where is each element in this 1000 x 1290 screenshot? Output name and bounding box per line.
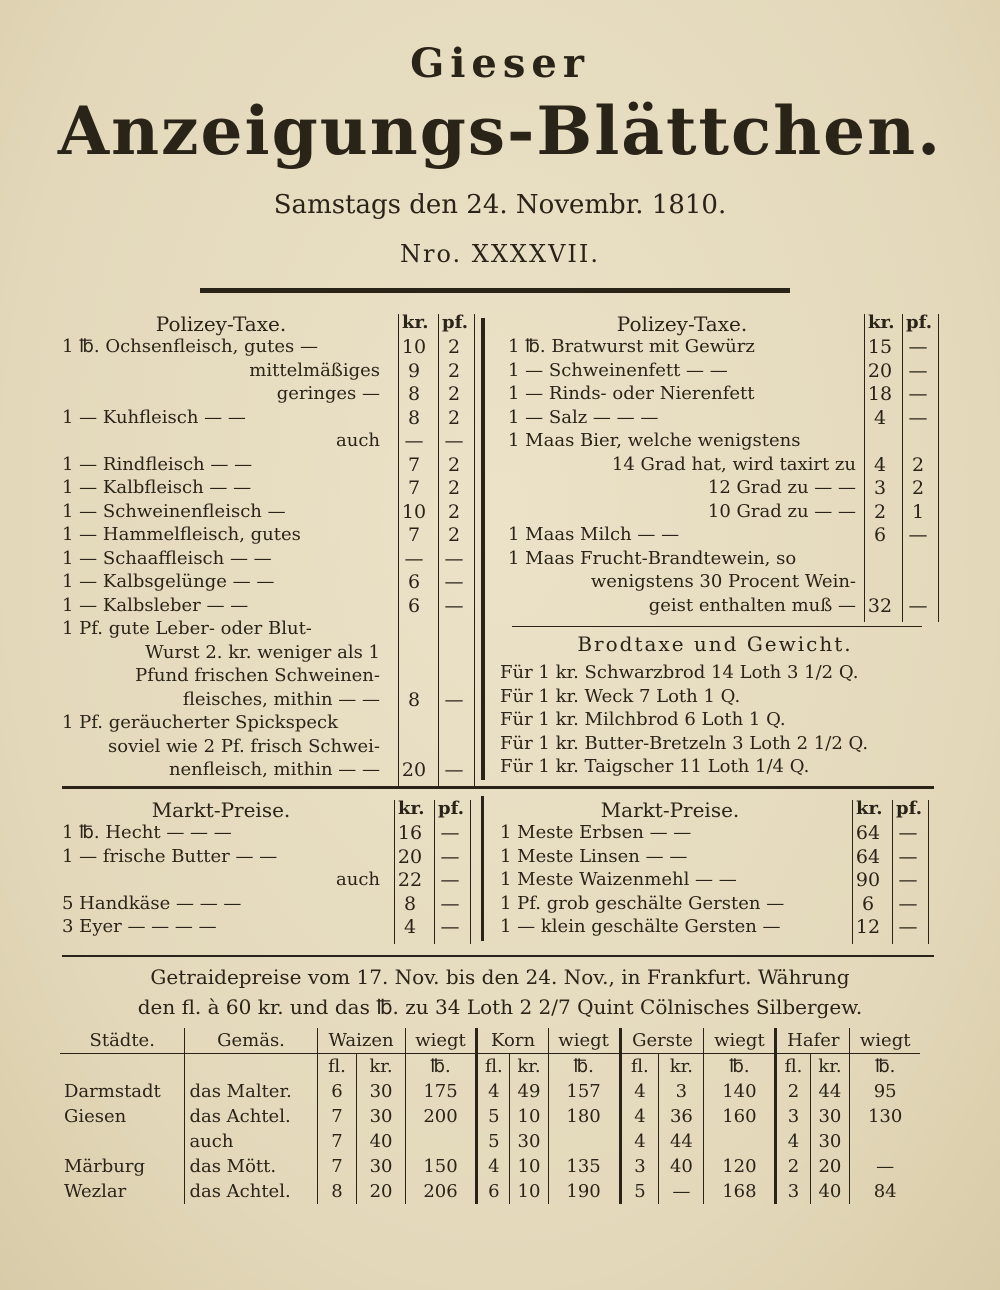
table-cell: 30 [810, 1129, 850, 1154]
price-row-text: Wurst 2. kr. weniger als 1 [145, 641, 380, 663]
table-cell: 84 [850, 1179, 920, 1204]
table-cell: 40 [659, 1154, 704, 1179]
price-row-text: 1 Meste Erbsen — — [500, 822, 692, 843]
price-pf: — [898, 892, 918, 915]
table-cell: 10 [510, 1154, 548, 1179]
unit-subheader: ℔. [850, 1054, 920, 1080]
table-cell: 157 [548, 1079, 620, 1104]
price-kr: 10 [401, 500, 427, 523]
table-row [60, 1154, 920, 1179]
price-pf: — [444, 547, 464, 570]
section-title: Polizey-Taxe. [155, 312, 287, 336]
pf-header: pf. [442, 312, 468, 333]
price-pf: — [440, 845, 460, 868]
table-cell: 3 [776, 1179, 810, 1204]
table-header: wiegt [405, 1028, 477, 1054]
table-cell: 40 [357, 1129, 405, 1154]
price-kr: 2 [873, 500, 887, 523]
table-header: Gemäs. [185, 1028, 317, 1054]
table-cell: 4 [620, 1079, 659, 1104]
price-pf: — [908, 594, 928, 617]
price-kr: 7 [407, 524, 421, 546]
unit-subheader: ℔. [548, 1054, 620, 1080]
price-kr: 20 [401, 759, 427, 781]
brodtaxe-row: Für 1 kr. Weck 7 Loth 1 Q. [500, 685, 741, 707]
pf-column-rule [892, 800, 893, 944]
table-cell [405, 1129, 477, 1154]
table-header: Städte. [60, 1028, 185, 1054]
unit-subheader: fl. [620, 1054, 659, 1080]
price-kr: 9 [407, 359, 421, 382]
table-cell: 7 [317, 1129, 357, 1154]
price-kr: 22 [397, 869, 423, 891]
price-row-text: 1 — Rindfleisch — — [62, 453, 253, 475]
price-pf: 2 [911, 477, 925, 499]
price-kr: 3 [873, 477, 887, 499]
table-cell: 150 [405, 1154, 477, 1179]
table-cell [548, 1129, 620, 1154]
price-row-text: auch [336, 869, 380, 890]
price-kr: 18 [867, 383, 893, 405]
blank-cell [185, 1054, 317, 1080]
kr-header: kr. [856, 798, 883, 819]
table-cell: 2 [776, 1079, 810, 1104]
kr-header: kr. [402, 312, 429, 333]
getreide-intro-1: Getraidepreise vom 17. Nov. bis den 24. Nov., in Frankfurt. Währung [150, 965, 850, 989]
table-cell: 4 [620, 1129, 659, 1154]
price-row-text: 1 Meste Linsen — — [500, 845, 688, 867]
brodtaxe-row: Für 1 kr. Taigscher 11 Loth 1/4 Q. [500, 756, 810, 777]
price-pf: 2 [447, 477, 461, 499]
price-pf: — [898, 869, 918, 891]
table-cell: das Malter. [185, 1079, 317, 1104]
table-cell: 30 [357, 1104, 405, 1129]
blank-cell [60, 1054, 185, 1080]
price-pf: — [898, 822, 918, 844]
table-row [60, 1179, 920, 1204]
price-kr: 7 [407, 477, 421, 499]
right-column-rule [938, 314, 939, 622]
table-cell: 30 [810, 1104, 850, 1129]
price-row-text: 1 Pf. grob geschälte Gersten — [500, 892, 785, 914]
unit-subheader: kr. [659, 1054, 704, 1080]
table-cell: 140 [704, 1079, 776, 1104]
right-column-rule [474, 314, 475, 787]
price-pf: — [898, 845, 918, 868]
table-cell: das Achtel. [185, 1179, 317, 1204]
table-header: Gerste [620, 1028, 704, 1054]
price-kr: 8 [407, 406, 421, 429]
price-row-text: 1 ℔. Ochsenfleisch, gutes — [62, 336, 318, 357]
table-row [60, 1104, 920, 1129]
price-row-text: 1 Maas Frucht-Brandtewein, so [508, 547, 797, 569]
price-pf: — [898, 916, 918, 938]
pf-header: pf. [896, 798, 922, 819]
price-kr: — [404, 430, 424, 452]
issue-number: Nro. XXXXVII. [399, 240, 601, 268]
pf-column-rule [438, 314, 439, 787]
price-pf: — [908, 359, 928, 382]
price-row-text: Pfund frischen Schweinen- [135, 665, 380, 686]
price-row-text: 1 Pf. gute Leber- oder Blut- [62, 618, 312, 639]
table-cell: 5 [477, 1104, 510, 1129]
center-divider [481, 318, 485, 780]
table-cell: Darmstadt [64, 1081, 161, 1102]
getreide-intro-2: den fl. à 60 kr. und das ℔. zu 34 Loth 2 2/7 Quint Cölnisches Silbergew. [137, 995, 863, 1019]
pf-column-rule [902, 314, 903, 622]
table-cell: 4 [477, 1079, 510, 1104]
table-cell: 49 [510, 1079, 548, 1104]
unit-subheader: kr. [510, 1054, 548, 1080]
table-cell: auch [185, 1129, 317, 1154]
table-cell: 40 [810, 1179, 850, 1204]
table-cell: 10 [510, 1104, 548, 1129]
unit-subheader: kr. [357, 1054, 405, 1080]
table-cell: 20 [810, 1154, 850, 1179]
unit-subheader: fl. [477, 1054, 510, 1080]
price-kr: 8 [407, 688, 421, 711]
table-cell [850, 1129, 920, 1154]
unit-subheader: fl. [317, 1054, 357, 1080]
table-cell: das Mött. [185, 1154, 317, 1179]
kr-column-rule [394, 800, 395, 944]
price-pf: 1 [911, 500, 925, 523]
price-kr: 6 [407, 594, 421, 617]
price-row-text: nenfleisch, mithin — — [168, 759, 380, 780]
price-kr: 4 [873, 453, 887, 476]
table-row [60, 1129, 920, 1154]
table-header: wiegt [704, 1028, 776, 1054]
price-kr: 12 [855, 916, 881, 938]
table-header: wiegt [850, 1028, 920, 1054]
price-kr: 6 [407, 571, 421, 593]
price-kr: 8 [407, 383, 421, 405]
price-pf: 2 [447, 383, 461, 405]
price-kr: 10 [401, 336, 427, 358]
table-cell: 3 [659, 1079, 704, 1104]
price-row-text: soviel wie 2 Pf. frisch Schwei- [108, 735, 380, 757]
price-pf: — [444, 571, 464, 593]
price-row-text: wenigstens 30 Procent Wein- [590, 571, 856, 592]
brodtaxe-rule [512, 626, 922, 627]
table-cell: 5 [620, 1179, 659, 1204]
price-kr: 64 [855, 822, 881, 844]
unit-subheader: kr. [810, 1054, 850, 1080]
price-row-text: fleisches, mithin — — [182, 688, 380, 710]
table-cell: 206 [405, 1179, 477, 1204]
table-cell: 4 [620, 1104, 659, 1129]
price-row-text: 1 Maas Bier, welche wenigstens [508, 430, 801, 451]
table-header: Hafer [776, 1028, 850, 1054]
price-pf: 2 [447, 406, 461, 429]
price-pf: — [440, 892, 460, 915]
table-cell: 4 [477, 1154, 510, 1179]
table-row [60, 1079, 920, 1104]
price-pf: 2 [447, 336, 461, 358]
price-row-text: 1 Meste Waizenmehl — — [500, 869, 737, 890]
table-cell: 5 [477, 1129, 510, 1154]
price-kr: 16 [397, 822, 423, 844]
price-row-text: 1 — Kalbsgelünge — — [62, 571, 275, 592]
price-row-text: 1 Maas Milch — — [508, 524, 680, 545]
table-cell: Giesen [64, 1106, 127, 1127]
price-row-text: mittelmäßiges [249, 359, 380, 381]
price-pf: — [440, 869, 460, 891]
price-row-text: 12 Grad zu — — [707, 477, 856, 498]
price-row-text: 1 — Schweinenfett — — [508, 359, 728, 381]
table-cell: 20 [357, 1179, 405, 1204]
dateline: Samstags den 24. Novembr. 1810. [273, 190, 727, 220]
header-rule [200, 288, 790, 293]
table-cell: Wezlar [64, 1181, 127, 1202]
price-kr: 15 [867, 336, 893, 358]
price-row-text: 1 — frische Butter — — [62, 845, 278, 867]
price-kr: — [404, 547, 424, 570]
table-cell: 7 [317, 1104, 357, 1129]
table-cell: 36 [659, 1104, 704, 1129]
section-title: Markt-Preise. [151, 798, 291, 822]
price-row-text: 1 Pf. geräucherter Spickspeck [62, 712, 338, 733]
table-cell [60, 1129, 185, 1154]
price-pf: — [440, 822, 460, 844]
price-row-text: geist enthalten muß — [648, 594, 856, 616]
table-cell: 168 [704, 1179, 776, 1204]
table-cell: 2 [776, 1154, 810, 1179]
table-cell: 130 [850, 1104, 920, 1129]
price-pf: 2 [447, 500, 461, 523]
kr-header: kr. [398, 798, 425, 819]
right-column-rule [928, 800, 929, 944]
price-row-text: 14 Grad hat, wird taxirt zu [611, 453, 856, 475]
price-pf: — [444, 594, 464, 617]
price-kr: 4 [873, 406, 887, 429]
price-kr: 64 [855, 845, 881, 868]
price-pf: — [440, 916, 460, 938]
table-cell: 30 [510, 1129, 548, 1154]
table-header: Korn [477, 1028, 548, 1054]
getreide-table [60, 1028, 920, 1204]
price-row-text: 1 — Salz — — — [508, 406, 659, 428]
pf-header: pf. [438, 798, 464, 819]
price-pf: 2 [447, 453, 461, 476]
pf-header: pf. [906, 312, 932, 333]
price-row-text: geringes — [276, 383, 380, 404]
brodtaxe-row: Für 1 kr. Schwarzbrod 14 Loth 3 1/2 Q. [500, 662, 859, 683]
price-pf: 2 [447, 524, 461, 546]
price-kr: 20 [397, 845, 423, 868]
price-row-text: 1 — Schweinenfleisch — [62, 500, 286, 522]
table-cell: — [850, 1154, 920, 1179]
table-header: wiegt [548, 1028, 620, 1054]
price-row-text: auch [336, 430, 380, 451]
price-pf: — [444, 759, 464, 781]
price-row-text: 3 Eyer — — — — [62, 916, 217, 937]
section-title: Markt-Preise. [600, 798, 740, 822]
masthead-title: Anzeigungs-Blättchen. [57, 92, 943, 170]
price-kr: 90 [855, 869, 881, 891]
table-cell: — [659, 1179, 704, 1204]
unit-subheader: ℔. [704, 1054, 776, 1080]
price-kr: 6 [873, 524, 887, 546]
table-cell: 160 [704, 1104, 776, 1129]
brodtaxe-row: Für 1 kr. Butter-Bretzeln 3 Loth 2 1/2 Q. [500, 732, 869, 754]
price-row-text: 1 ℔. Bratwurst mit Gewürz [508, 336, 755, 357]
price-row-text: 1 ℔. Hecht — — — [62, 822, 232, 843]
table-cell: 44 [659, 1129, 704, 1154]
table-cell: 180 [548, 1104, 620, 1129]
table-cell: 6 [317, 1079, 357, 1104]
price-row-text: 1 — Schaaffleisch — — [62, 547, 272, 569]
price-pf: — [444, 430, 464, 452]
price-row-text: 1 — Rinds- oder Nierenfett [508, 383, 755, 404]
table-cell: 3 [620, 1154, 659, 1179]
price-pf: 2 [911, 453, 925, 476]
table-cell: Märburg [64, 1156, 146, 1177]
price-pf: — [908, 336, 928, 358]
brodtaxe-title: Brodtaxe und Gewicht. [577, 632, 853, 656]
price-row-text: 10 Grad zu — — [707, 500, 856, 522]
table-cell: 8 [317, 1179, 357, 1204]
masthead-town: Gieser [410, 40, 590, 87]
table-cell: 3 [776, 1104, 810, 1129]
table-cell: 4 [776, 1129, 810, 1154]
getreide-rule [62, 955, 934, 957]
price-pf: 2 [447, 359, 461, 382]
brodtaxe-row: Für 1 kr. Milchbrod 6 Loth 1 Q. [500, 709, 786, 730]
table-cell: das Achtel. [185, 1104, 317, 1129]
markt-divider [481, 796, 484, 941]
table-header: Waizen [317, 1028, 405, 1054]
price-row-text: 1 — Kalbsleber — — [62, 594, 249, 616]
section-title: Polizey-Taxe. [616, 312, 748, 336]
kr-column-rule [852, 800, 853, 944]
price-pf: — [908, 383, 928, 405]
price-kr: 32 [867, 594, 893, 617]
price-pf: — [908, 524, 928, 546]
price-pf: — [444, 688, 464, 711]
table-cell: 30 [357, 1154, 405, 1179]
price-row-text: 1 — Hammelfleisch, gutes [62, 524, 301, 545]
price-row-text: 1 — klein geschälte Gersten — [500, 916, 781, 937]
table-cell: 44 [810, 1079, 850, 1104]
kr-column-rule [398, 314, 399, 787]
pf-column-rule [434, 800, 435, 944]
unit-subheader: fl. [776, 1054, 810, 1080]
markt-rule [62, 786, 934, 789]
kr-column-rule [864, 314, 865, 622]
table-cell: 135 [548, 1154, 620, 1179]
price-row-text: 5 Handkäse — — — [62, 892, 242, 914]
price-kr: 4 [403, 916, 417, 938]
table-cell [704, 1129, 776, 1154]
table-cell: 120 [704, 1154, 776, 1179]
table-cell: 175 [405, 1079, 477, 1104]
table-cell: 6 [477, 1179, 510, 1204]
price-kr: 6 [861, 892, 875, 915]
right-column-rule [470, 800, 471, 944]
price-row-text: 1 — Kuhfleisch — — [62, 406, 246, 428]
price-pf: — [908, 406, 928, 429]
table-cell: 95 [850, 1079, 920, 1104]
price-kr: 7 [407, 453, 421, 476]
price-kr: 8 [403, 892, 417, 915]
price-row-text: 1 — Kalbfleisch — — [62, 477, 252, 498]
table-cell: 10 [510, 1179, 548, 1204]
table-cell: 7 [317, 1154, 357, 1179]
table-cell: 200 [405, 1104, 477, 1129]
table-cell: 190 [548, 1179, 620, 1204]
table-cell: 30 [357, 1079, 405, 1104]
unit-subheader: ℔. [405, 1054, 477, 1080]
price-kr: 20 [867, 359, 893, 382]
kr-header: kr. [868, 312, 895, 333]
